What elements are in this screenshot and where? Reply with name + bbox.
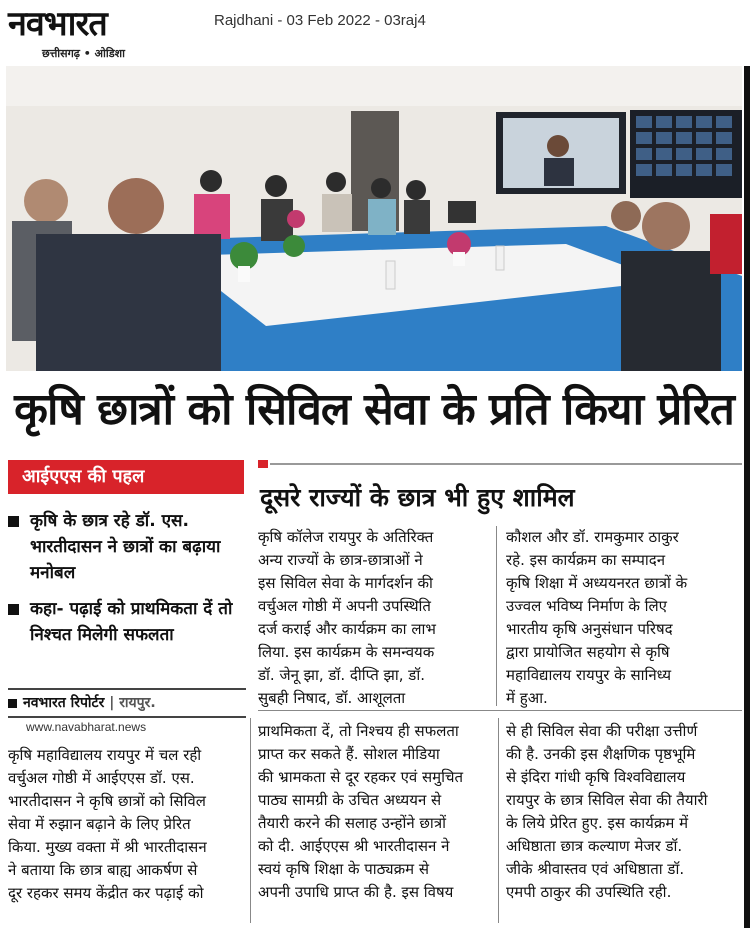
square-bullet-icon xyxy=(8,604,19,615)
website-url: www.navabharat.news xyxy=(26,720,147,734)
column-divider xyxy=(496,526,497,706)
sub-column-left: कृषि कॉलेज रायपुर के अतिरिक्त अन्य राज्यों के छात्र-छात्राओं ने इस सिविल सेवा के मार्गदर्शन की वर्चुअल गोष्ठी में अपनी उपस्थिति दर्ज कराई और कार्यक्रम का लाभ लिया. इस कार्यक्रम के समन्वयक डॉ. जेनू झा, डॉ. दीप्ति झा, डॉ. सुबही निषाद, डॉ. आशूलता xyxy=(258,528,436,707)
square-bullet-icon xyxy=(8,516,19,527)
column-divider xyxy=(498,718,499,923)
body-column-2: प्राथमिकता दें, तो निश्चय ही सफलता प्राप्त कर सकते हैं. सोशल मीडिया की भ्रामकता से दूर रहकर एवं समुचित पाठ्य सामग्री के उचित अध्ययन से तैयारी करने की सलाह उन्होंने छात्रों को दी. आईएएस श्री भारतीदासन ने स्वयं कृषि शिक्षा के पाठ्यक्रम से अपनी उपाधि प्राप्त की है. इस विषय xyxy=(258,722,464,901)
divider xyxy=(258,710,742,711)
reporter-name: नवभारत रिपोर्टर xyxy=(23,695,105,711)
body-column-3: से ही सिविल सेवा की परीक्षा उत्तीर्ण की है. उनकी इस शैक्षणिक पृष्ठभूमि से इंदिरा गांधी कृषि विश्वविद्यालय रायपुर के छात्र सिविल सेवा की तैयारी के लिये प्रेरित हुए. इस कार्यक्रम में अधिष्ठाता छात्र कल्याण मेजर डॉ. जीके श्रीवास्तव एवं अधिष्ठाता डॉ. एमपी ठाकुर की उपस्थिति रही. xyxy=(506,722,708,901)
reporter-city: | रायपुर. xyxy=(109,695,156,711)
logo-subtitle: छत्तीसगढ़ • ओडिशा xyxy=(42,47,125,60)
subheading: दूसरे राज्यों के छात्र भी हुए शामिल xyxy=(260,483,575,512)
edition-info: Rajdhani - 03 Feb 2022 - 03raj4 xyxy=(214,12,426,29)
logo-text: नवभारत xyxy=(8,4,107,44)
divider xyxy=(270,463,742,465)
meeting-photo xyxy=(6,66,742,371)
subhead-marker xyxy=(258,460,268,468)
section-tag-label: आईएएस की पहल xyxy=(22,466,145,487)
section-tag xyxy=(8,460,244,494)
square-bullet-icon xyxy=(8,699,17,708)
highlight-bullet xyxy=(8,508,248,586)
divider xyxy=(8,716,246,718)
sub-column-right: कौशल और डॉ. रामकुमार ठाकुर रहे. इस कार्यक्रम का सम्पादन कृषि शिक्षा में अध्ययनरत छात्रों के उज्वल भविष्य निर्माण के लिए भारतीय कृषि अनुसंधान परिषद द्वारा प्रायोजित सहयोग से कृषि महाविद्यालय रायपुर के सानिध्य में हुआ. xyxy=(506,528,688,707)
byline xyxy=(8,693,248,715)
newspaper-logo xyxy=(6,4,196,60)
photo-meeting-room-icon xyxy=(6,66,742,371)
body-column-1: कृषि महाविद्यालय रायपुर में चल रही वर्चुअल गोष्ठी में आईएएस डॉ. एस. भारतीदासन ने कृषि छात्रों को सिविल सेवा में रुझान बढ़ाने के लिए प्रेरित किया. मुख्य वक्ता में श्री भारतीदासन ने बताया कि छात्र बाह्य आकर्षण से दूर रहकर समय केंद्रीत कर पढ़ाई को xyxy=(8,746,207,902)
page-edge-rule xyxy=(744,66,750,928)
column-divider xyxy=(250,718,251,923)
highlight-text: कृषि के छात्र रहे डॉ. एस. भारतीदासन ने छात्रों का बढ़ाया मनोबल xyxy=(30,511,221,583)
divider xyxy=(8,688,246,690)
highlight-bullet xyxy=(8,596,248,648)
headline: कृषि छात्रों को सिविल सेवा के प्रति किया प्रेरित xyxy=(14,384,734,435)
highlight-text: कहा- पढ़ाई को प्राथमिकता दें तो निश्चत मिलेगी सफलता xyxy=(30,599,233,645)
masthead xyxy=(0,0,754,66)
